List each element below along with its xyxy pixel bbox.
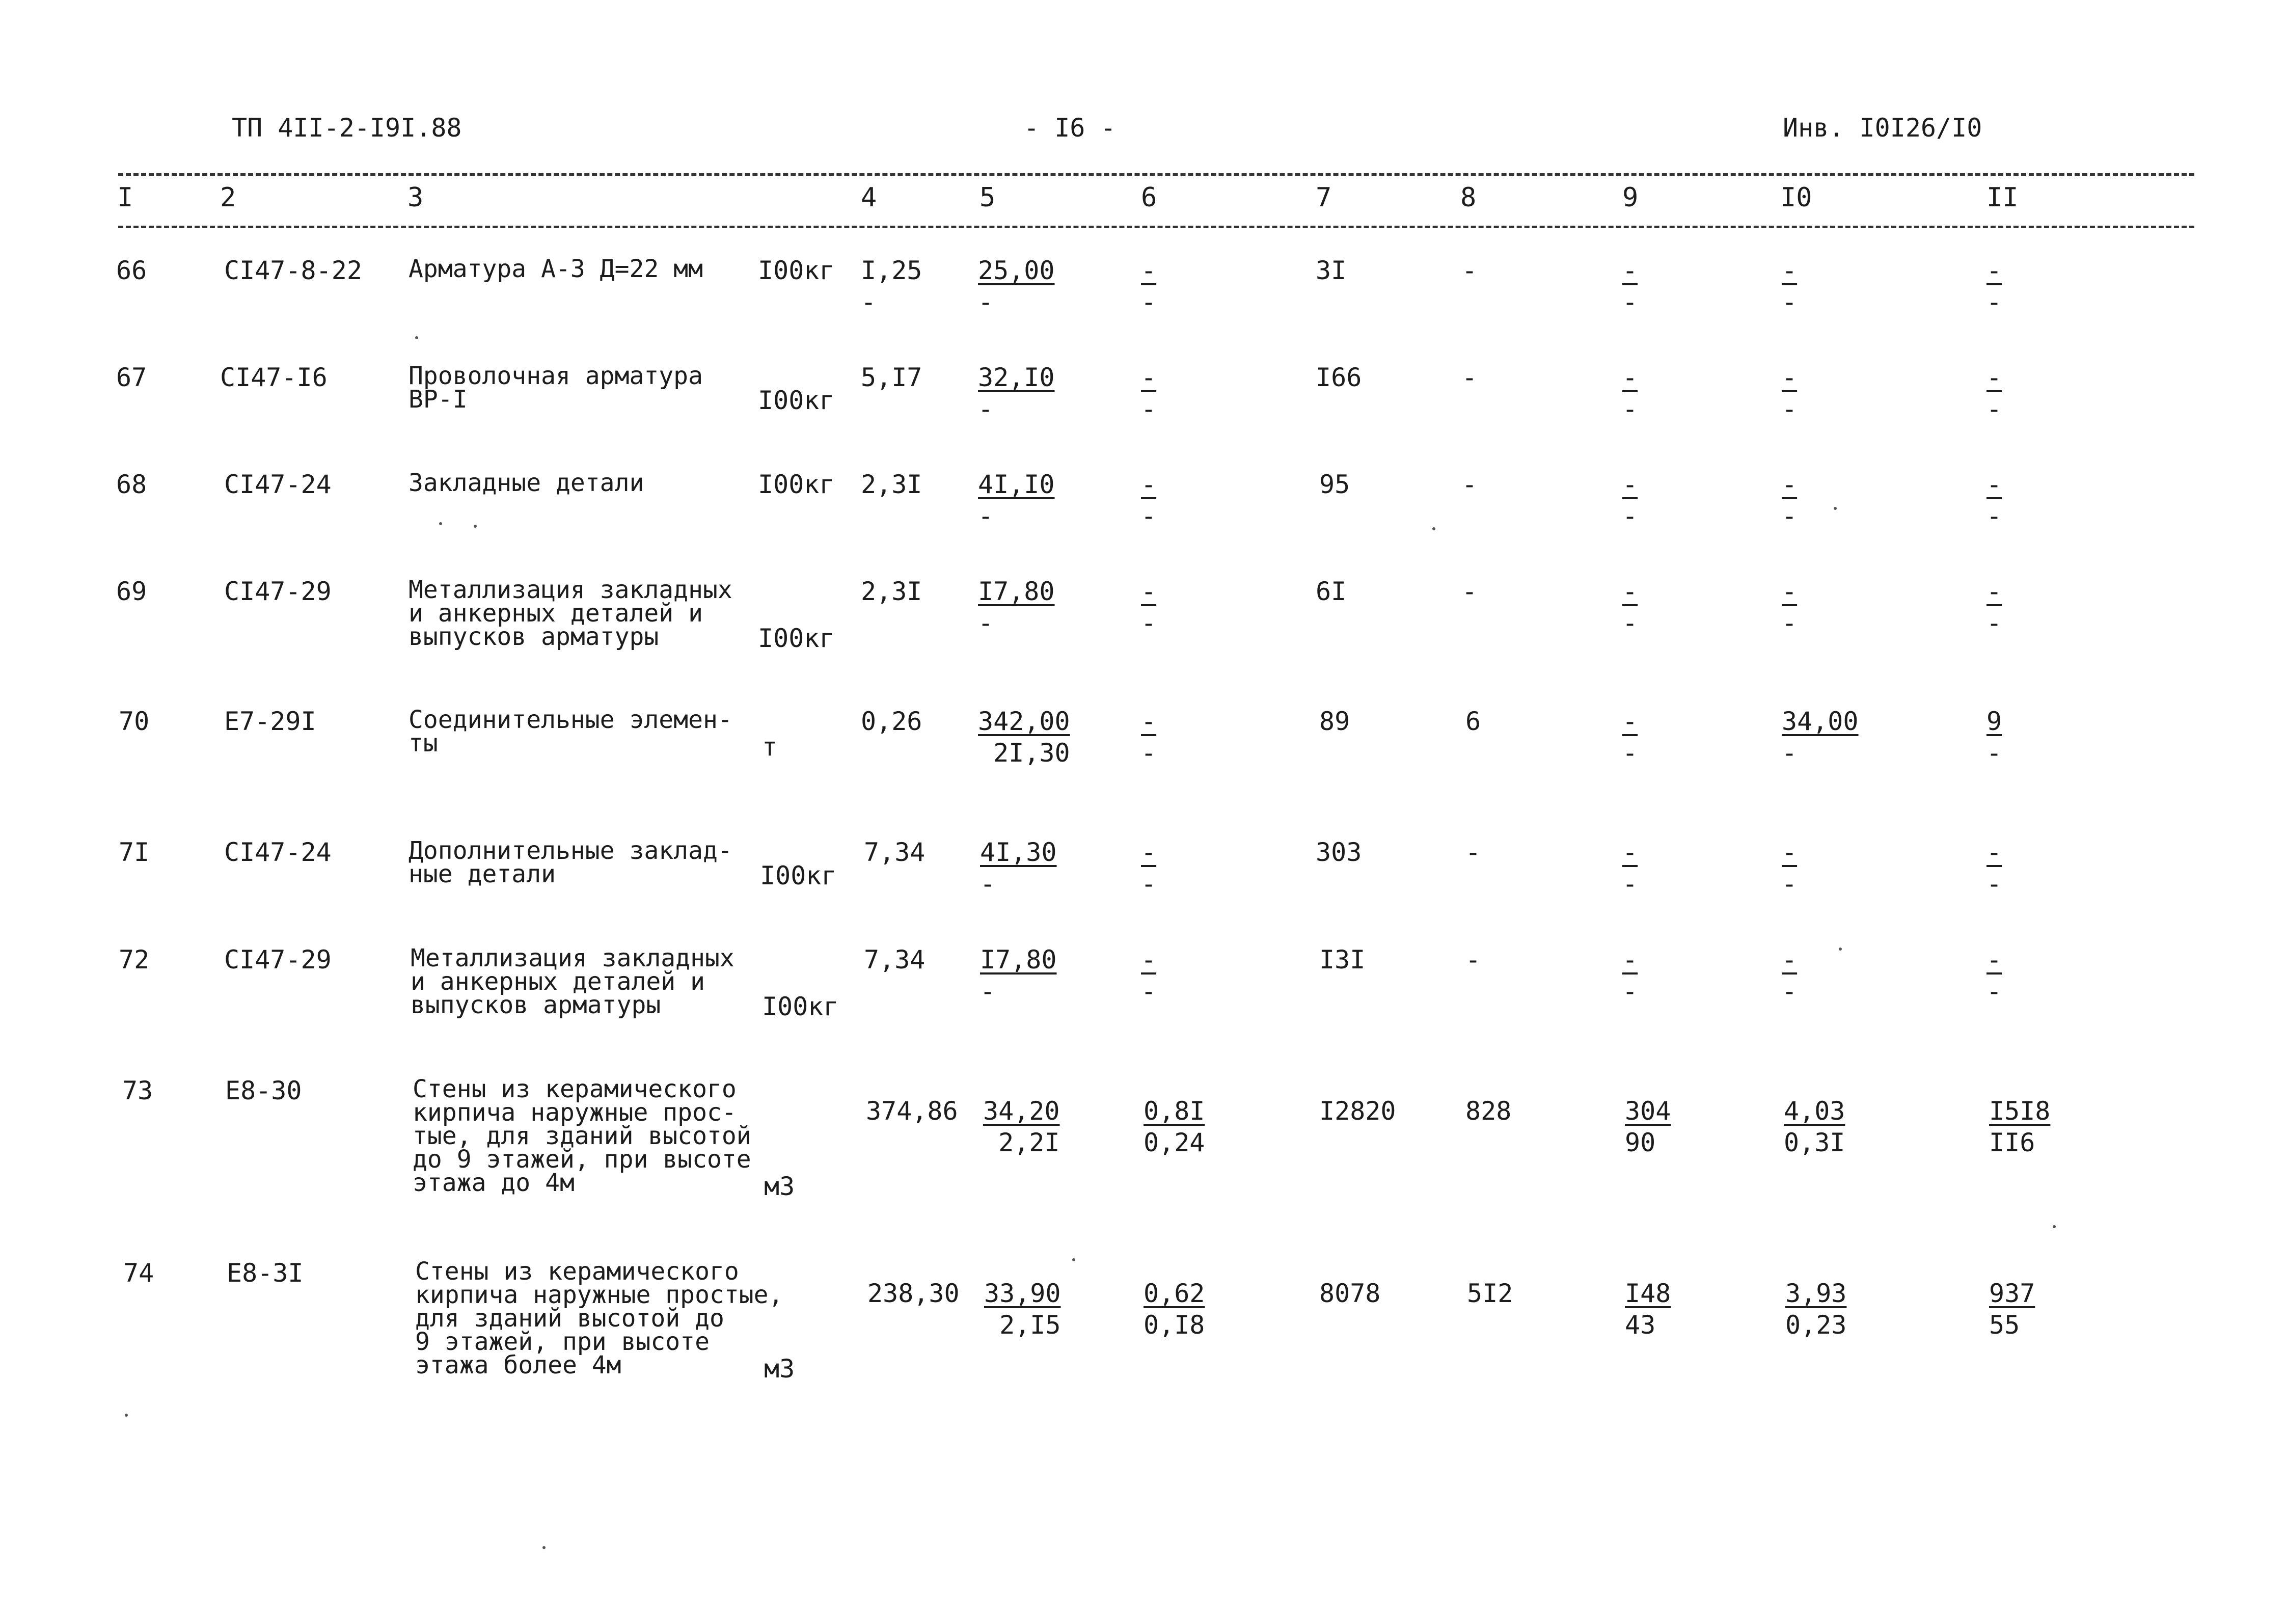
work-description: Закладные детали [409, 469, 644, 497]
unit: I00кг [760, 861, 837, 890]
column-header-10: I0 [1780, 182, 1812, 213]
col6-value: - - [1141, 470, 1157, 531]
price-code: CI47-29 [224, 945, 332, 975]
col6-value: - - [1141, 945, 1157, 1006]
col9-value: - - [1622, 707, 1638, 768]
work-description: Стены из керамического кирпича наружные прос- тые, для зданий высотой до 9 этажей, при высоте этажа до 4м [413, 1075, 751, 1197]
row-number: 66 [116, 256, 147, 285]
col8-value: - [1462, 577, 1478, 606]
col11-value: 9 - [1986, 707, 2002, 768]
col11-value: - - [1986, 577, 2002, 638]
column-header-11: II [1986, 182, 2019, 213]
col10-value: - - [1782, 256, 1798, 317]
col5-unit-cost: 4I,30 - [980, 837, 1057, 899]
work-description: Дополнительные заклад- ные детали [409, 836, 732, 888]
col11-value: - - [1986, 470, 2002, 531]
row-number: 67 [116, 363, 147, 392]
col11-value: I5I8 II6 [1989, 1096, 2051, 1157]
price-code: Е8-30 [225, 1076, 302, 1105]
column-header-9: 9 [1622, 182, 1639, 213]
price-code: Е7-29I [224, 707, 316, 736]
col10-value: - - [1782, 470, 1798, 531]
col10-value: 4,03 0,3I [1784, 1096, 1845, 1157]
quantity: 5,I7 [861, 363, 922, 392]
col9-value: - - [1622, 577, 1638, 638]
quantity: 238,30 [867, 1279, 960, 1308]
col8-value: - [1462, 256, 1478, 285]
scan-speck [1834, 507, 1837, 510]
row-number: 69 [116, 577, 147, 606]
quantity: 2,3I [861, 577, 922, 606]
col7-value: 8078 [1319, 1279, 1381, 1308]
price-code: CI47-8-22 [224, 256, 362, 285]
unit: I00кг [762, 992, 839, 1021]
col7-value: 89 [1319, 707, 1350, 736]
scan-speck [542, 1546, 546, 1549]
unit: I00кг [758, 386, 835, 415]
col7-value: I66 [1316, 363, 1362, 392]
column-header-2: 2 [220, 182, 236, 213]
col7-value: I3I [1319, 945, 1366, 975]
col8-value: 5I2 [1467, 1279, 1513, 1308]
col5-unit-cost: I7,80 - [980, 945, 1057, 1006]
col9-value: - - [1622, 470, 1638, 531]
quantity: 374,86 [866, 1096, 958, 1126]
col8-value: 828 [1465, 1096, 1512, 1126]
quantity: 7,34 [864, 837, 926, 867]
col10-value: 34,00 - [1782, 707, 1859, 768]
price-code: Е8-3I [227, 1258, 304, 1288]
scan-speck [1432, 527, 1435, 530]
column-header-7: 7 [1316, 182, 1332, 213]
col7-value: 95 [1319, 470, 1350, 499]
header-rule-top [118, 173, 2194, 176]
col11-value: 937 55 [1989, 1279, 2035, 1340]
work-description: Металлизация закладных и анкерных деталей и выпусков арматуры [409, 576, 732, 651]
col9-value: - - [1622, 363, 1638, 424]
column-header-6: 6 [1141, 182, 1157, 213]
header-rule-bottom [118, 226, 2194, 228]
col10-value: - - [1782, 363, 1798, 424]
col7-value: 303 [1316, 837, 1362, 867]
col11-value: - - [1986, 945, 2002, 1006]
col9-value: 304 90 [1625, 1096, 1671, 1157]
col11-value: - - [1986, 363, 2002, 424]
col8-value: - [1465, 837, 1481, 867]
col5-unit-cost: 34,20 2,2I [983, 1096, 1060, 1157]
col9-value: - - [1622, 256, 1638, 317]
row-number: 68 [116, 470, 147, 499]
col6-value: 0,8I 0,24 [1144, 1096, 1205, 1157]
col7-value: 3I [1316, 256, 1347, 285]
col5-unit-cost: 25,00 - [978, 256, 1055, 317]
unit: I00кг [758, 624, 835, 653]
inventory-number: Инв. I0I26/I0 [1783, 113, 1982, 143]
row-number: 74 [123, 1258, 154, 1288]
column-header-5: 5 [979, 182, 996, 213]
col6-value: 0,62 0,I8 [1144, 1279, 1205, 1340]
work-description: Стены из керамического кирпича наружные простые, для зданий высотой до 9 этажей, при высоте этажа более 4м [415, 1257, 783, 1379]
unit: I00кг [758, 470, 835, 499]
col11-value: - - [1986, 837, 2002, 899]
col11-value: - - [1986, 256, 2002, 317]
work-description: Соединительные элемен- ты [409, 706, 732, 757]
col7-value: I2820 [1319, 1096, 1396, 1126]
col6-value: - - [1141, 256, 1157, 317]
scan-speck [1072, 1258, 1075, 1261]
col7-value: 6I [1316, 577, 1347, 606]
col5-unit-cost: 4I,I0 - [978, 470, 1055, 531]
row-number: 72 [119, 945, 150, 975]
column-header-3: 3 [407, 182, 424, 213]
work-description: Арматура А-3 Д=22 мм [409, 255, 703, 283]
scan-speck [125, 1414, 128, 1417]
unit: м3 [764, 1354, 795, 1384]
row-number: 7I [119, 837, 150, 867]
quantity: 7,34 [864, 945, 926, 975]
scan-speck [415, 336, 418, 339]
work-description: Металлизация закладных и анкерных деталей и выпусков арматуры [411, 944, 734, 1019]
col6-value: - - [1141, 577, 1157, 638]
col8-value: - [1462, 363, 1478, 392]
price-code: CI47-24 [224, 837, 332, 867]
column-header-1: I [117, 182, 133, 213]
col10-value: - - [1782, 945, 1798, 1006]
page-number: - I6 - [1024, 113, 1116, 143]
col10-value: 3,93 0,23 [1785, 1279, 1847, 1340]
col8-value: - [1462, 470, 1478, 499]
col5-unit-cost: I7,80 - [978, 577, 1055, 638]
col5-unit-cost: 33,90 2,I5 [984, 1279, 1061, 1340]
quantity: 0,26 [861, 707, 922, 736]
scan-speck [439, 522, 442, 525]
price-code: CI47-29 [224, 577, 332, 606]
scan-speck [2053, 1225, 2056, 1228]
col9-value: - - [1622, 837, 1638, 899]
unit: м3 [764, 1172, 795, 1201]
quantity: 2,3I [861, 470, 922, 499]
row-number: 70 [119, 707, 150, 736]
row-number: 73 [122, 1076, 153, 1105]
col6-value: - - [1141, 707, 1157, 768]
column-header-8: 8 [1460, 182, 1477, 213]
unit: т [762, 732, 778, 762]
col10-value: - - [1782, 837, 1798, 899]
col5-unit-cost: 342,00 2I,30 [978, 707, 1070, 768]
col9-value: I48 43 [1625, 1279, 1671, 1340]
scan-speck [474, 525, 477, 528]
col9-value: - - [1622, 945, 1638, 1006]
quantity: I,25 - [861, 256, 922, 317]
col10-value: - - [1782, 577, 1798, 638]
column-header-4: 4 [861, 182, 877, 213]
col5-unit-cost: 32,I0 - [978, 363, 1055, 424]
col8-value: 6 [1465, 707, 1481, 736]
col6-value: - - [1141, 363, 1157, 424]
price-code: CI47-I6 [220, 363, 328, 392]
scan-speck [1839, 948, 1842, 951]
work-description: Проволочная арматура ВР-I [409, 362, 703, 414]
document-code: ТП 4II-2-I9I.88 [232, 113, 462, 143]
unit: I00кг [758, 256, 835, 285]
col8-value: - [1465, 945, 1481, 975]
col6-value: - - [1141, 837, 1157, 899]
price-code: CI47-24 [224, 470, 332, 499]
